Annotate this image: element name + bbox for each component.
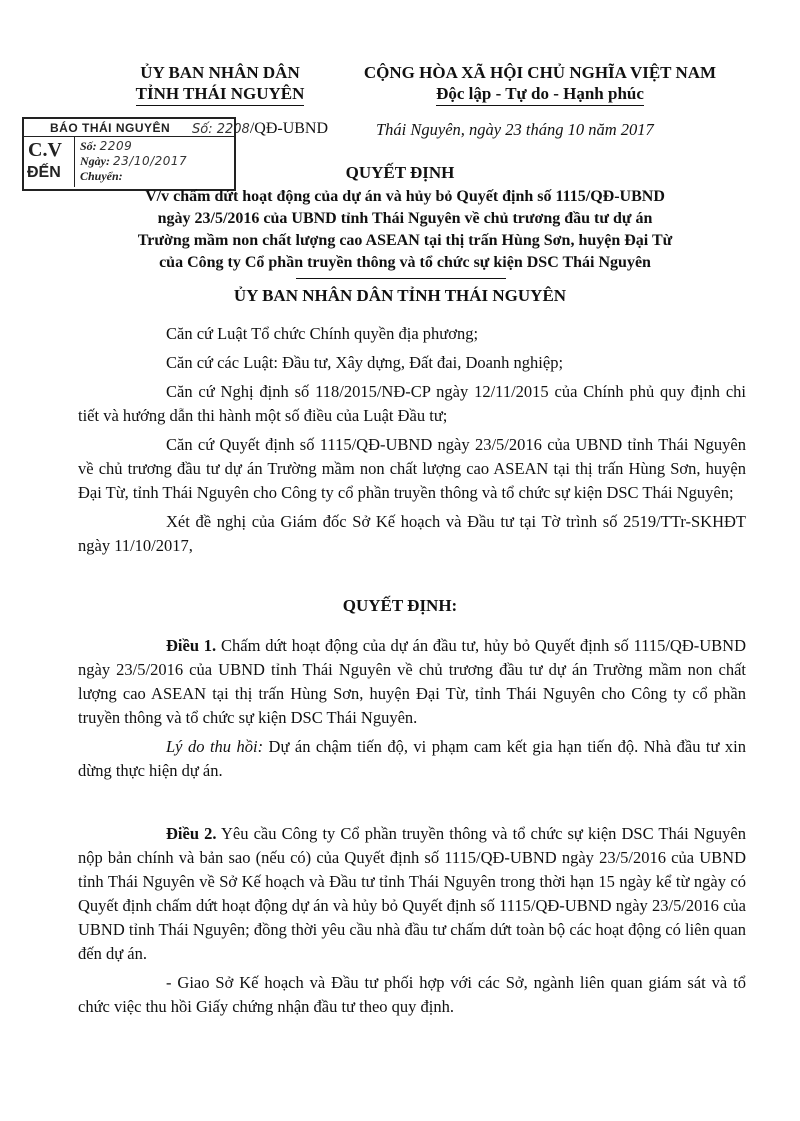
place-date: Thái Nguyên, ngày 23 tháng 10 năm 2017	[376, 120, 654, 139]
subject-line-2: ngày 23/5/2016 của UBND tỉnh Thái Nguyên về chủ trương đầu tư dự án	[157, 210, 653, 227]
basis-1: Căn cứ Luật Tổ chức Chính quyền địa phương;	[166, 324, 479, 343]
subject-line-4: của Công ty Cổ phần truyền thông và tổ chức sự kiện DSC Thái Nguyên	[159, 254, 651, 271]
stamp-cv: C.V	[28, 139, 62, 161]
subject-divider	[296, 278, 506, 279]
document-subject	[40, 186, 770, 274]
article-1-label: Điều 1.	[166, 636, 217, 655]
stamp-ngay-row: Ngày: 23/10/2017	[80, 154, 188, 168]
nation-line-2: Độc lập - Tự do - Hạnh phúc	[436, 83, 644, 106]
article-1	[78, 634, 746, 783]
reason-label: Lý do thu hồi:	[166, 737, 264, 756]
subject-line-1: V/v chấm dứt hoạt động của dự án và hủy bỏ Quyết định số 1115/QĐ-UBND	[145, 188, 665, 205]
document-number: Số: 2208/QĐ-UBND	[192, 120, 329, 137]
article-1-text: Điều 1. Chấm dứt hoạt động của dự án đầu tư, hủy bỏ Quyết định số 1115/QĐ-UBND ngày 23/5/2016 của UBND tỉnh Thái Nguyên về chủ trương đầu tư dự án Trường mầm non chất lượng cao ASEAN tại thị trấn Hùng Sơn, huyện Đại Từ, tỉnh Thái Nguyên cho Công ty cổ phần truyền thông và tổ chức sự kiện DSC Thái Nguyên.	[78, 636, 746, 727]
stamp-header: BÁO THÁI NGUYÊN	[24, 119, 234, 137]
national-motto	[330, 62, 750, 106]
issuing-authority	[100, 62, 340, 106]
document-title: QUYẾT ĐỊNH	[345, 163, 455, 182]
authority-heading: ỦY BAN NHÂN DÂN TỈNH THÁI NGUYÊN	[233, 286, 567, 305]
basis-3: Căn cứ Nghị định số 118/2015/NĐ-CP ngày 12/11/2015 của Chính phủ quy định chi tiết và hướng dẫn thi hành một số điều của Luật Đầu tư;	[78, 382, 746, 425]
org-line-2: TỈNH THÁI NGUYÊN	[136, 83, 305, 106]
article-1-reason: Lý do thu hồi: Dự án chậm tiến độ, vi phạm cam kết gia hạn tiến độ. Nhà đầu tư xin dừng thực hiện dự án.	[78, 737, 746, 780]
legal-bases	[78, 322, 746, 558]
basis-2: Căn cứ các Luật: Đầu tư, Xây dựng, Đất đai, Doanh nghiệp;	[166, 353, 564, 372]
org-line-1: ỦY BAN NHÂN DÂN	[140, 63, 300, 82]
article-2-label: Điều 2.	[166, 824, 217, 843]
article-2-text: Điều 2. Yêu cầu Công ty Cổ phần truyền thông và tổ chức sự kiện DSC Thái Nguyên nộp bản chính và bản sao (nếu có) của Quyết định số 1115/QĐ-UBND ngày 23/5/2016 của UBND tỉnh Thái Nguyên về Sở Kế hoạch và Đầu tư tỉnh Thái Nguyên trong thời hạn 15 ngày kể từ ngày có Quyết định chấm dứt hoạt động dự án và hủy bỏ Quyết định số 1115/QĐ-UBND ngày 23/5/2016 của UBND tỉnh Thái Nguyên; đồng thời yêu cầu nhà đầu tư chấm dứt toàn bộ các hoạt động có liên quan đến dự án.	[78, 824, 747, 963]
stamp-so-row: Số: 2209	[80, 139, 133, 153]
subject-line-3: Trường mầm non chất lượng cao ASEAN tại thị trấn Hùng Sơn, huyện Đại Từ	[137, 232, 673, 249]
stamp-den: ĐẾN	[27, 164, 61, 181]
decision-heading: QUYẾT ĐỊNH:	[342, 596, 458, 615]
basis-5: Xét đề nghị của Giám đốc Sở Kế hoạch và Đầu tư tại Tờ trình số 2519/TTr-SKHĐT ngày 11/10/2017,	[78, 512, 746, 555]
stamp-chuyen-row: Chuyển:	[80, 169, 123, 183]
article-2-bullet: - Giao Sở Kế hoạch và Đầu tư phối hợp với các Sở, ngành liên quan giám sát và tổ chức việc thu hồi Giấy chứng nhận đầu tư theo quy định.	[78, 973, 746, 1016]
nation-line-1: CỘNG HÒA XÃ HỘI CHỦ NGHĨA VIỆT NAM	[363, 63, 717, 82]
basis-4: Căn cứ Quyết định số 1115/QĐ-UBND ngày 23/5/2016 của UBND tỉnh Thái Nguyên về chủ trương đầu tư dự án Trường mầm non chất lượng cao ASEAN tại thị trấn Hùng Sơn, huyện Đại Từ, tỉnh Thái Nguyên cho Công ty cổ phần truyền thông và tổ chức sự kiện DSC Thái Nguyên;	[78, 435, 746, 502]
article-2	[78, 822, 746, 1019]
